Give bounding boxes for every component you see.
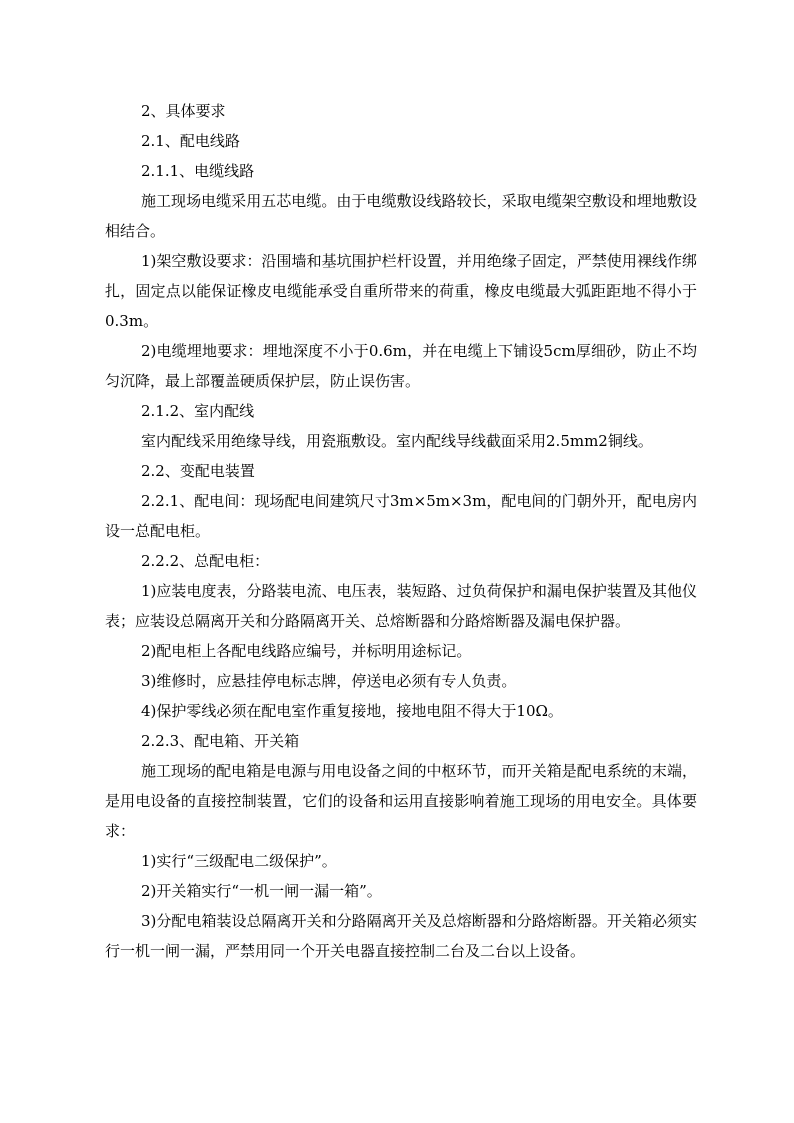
heading-2-2-3: 2.2.3、配电箱、开关箱 <box>141 732 300 750</box>
paragraph-distribution-room: 2.2.1、配电间：现场配电间建筑尺寸3m×5m×3m，配电间的门朝外开，配电房内设一总配电柜。 <box>105 492 697 540</box>
paragraph-overhead-cable: 1)架空敷设要求：沿围墙和基坑围护栏杆设置，并用绝缘子固定，严禁使用裸线作绑扎，固定点以能保证橡皮电缆能承受自重所带来的荷重，橡皮电缆最大弧距距地不得小于0.3m。 <box>105 252 697 330</box>
heading-2-1-1: 2.1.1、电缆线路 <box>141 162 255 180</box>
paragraph-cable-intro: 施工现场电缆采用五芯电缆。由于电缆敷设线路较长，采取电缆架空敷设和埋地敷设相结合。 <box>105 192 697 240</box>
paragraph-cabinet-meters: 1)应装电度表，分路装电流、电压表，装短路、过负荷保护和漏电保护装置及其他仪表；应装设总隔离开关和分路隔离开关、总熔断器和分路熔断器及漏电保护器。 <box>105 582 697 630</box>
paragraph-cabinet-numbering: 2)配电柜上各配电线路应编号，并标明用途标记。 <box>141 642 472 660</box>
paragraph-indoor-wiring: 室内配线采用绝缘导线，用瓷瓶敷设。室内配线导线截面采用2.5mm2铜线。 <box>141 432 653 450</box>
heading-2-1-2: 2.1.2、室内配线 <box>141 402 255 420</box>
paragraph-maintenance: 3)维修时，应悬挂停电标志牌，停送电必须有专人负责。 <box>141 672 517 690</box>
paragraph-grounding: 4)保护零线必须在配电室作重复接地，接地电阻不得大于10Ω。 <box>141 702 563 720</box>
document-body <box>105 96 697 966</box>
heading-2-2-2: 2.2.2、总配电柜： <box>141 552 270 570</box>
paragraph-box-intro: 施工现场的配电箱是电源与用电设备之间的中枢环节，而开关箱是配电系统的末端，是用电设备的直接控制装置，它们的设备和运用直接影响着施工现场的用电安全。具体要求： <box>105 762 697 840</box>
paragraph-buried-cable: 2)电缆埋地要求：埋地深度不小于0.6m，并在电缆上下铺设5cm厚细砂，防止不均匀沉降，最上部覆盖硬质保护层，防止误伤害。 <box>105 342 697 390</box>
paragraph-three-level: 1)实行“三级配电二级保护”。 <box>141 852 337 870</box>
heading-2-2: 2.2、变配电装置 <box>141 462 255 480</box>
heading-2-1: 2.1、配电线路 <box>141 132 240 150</box>
paragraph-one-machine: 2)开关箱实行“一机一闸一漏一箱”。 <box>141 882 382 900</box>
paragraph-switch-box: 3)分配电箱装设总隔离开关和分路隔离开关及总熔断器和分路熔断器。开关箱必须实行一机一闸一漏，严禁用同一个开关电器直接控制二台及二台以上设备。 <box>105 912 697 960</box>
heading-2: 2、具体要求 <box>141 102 226 120</box>
